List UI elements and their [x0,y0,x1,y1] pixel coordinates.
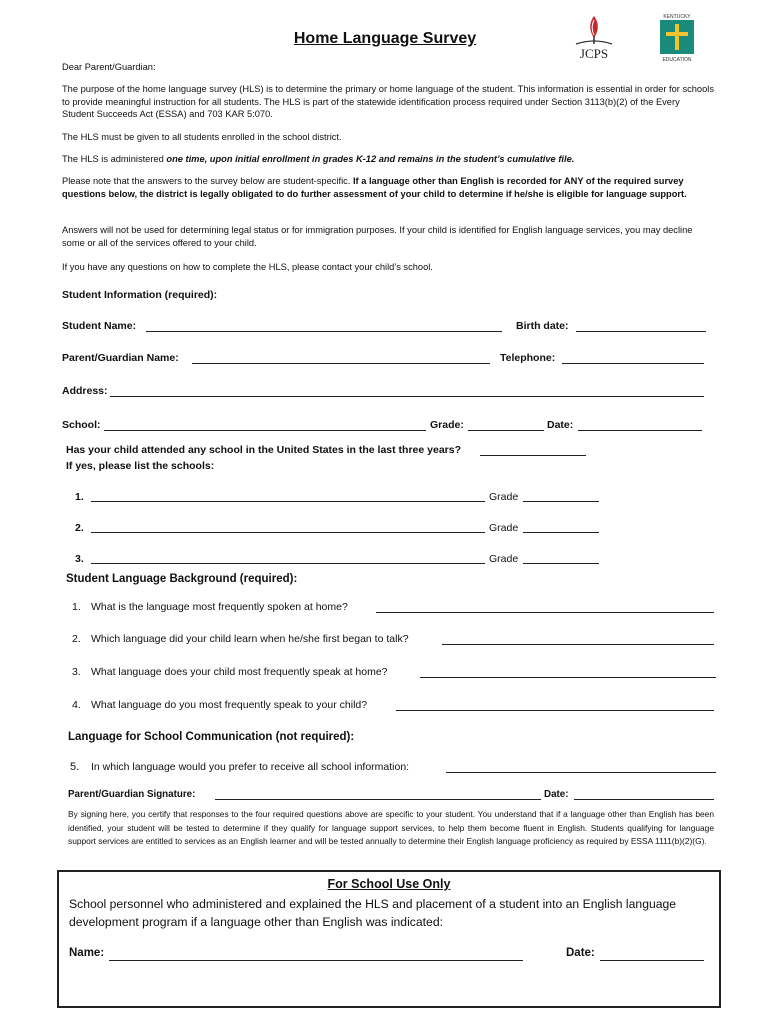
school-row-1-field[interactable] [91,491,485,502]
school-row-3-field[interactable] [91,553,485,564]
list-schools-label: If yes, please list the schools: [66,460,215,472]
salutation: Dear Parent/Guardian: [62,62,156,72]
signature-date-label: Date: [544,789,569,800]
school-row-1-grade-label: Grade [489,491,519,503]
logo-text-top: KENTUCKY [663,14,691,20]
hls-administered-paragraph [62,153,714,166]
para3-emphasis: one time, upon initial enrollment in grades K-12 and remains in the student’s cumulative file. [166,154,575,164]
telephone-field[interactable] [562,353,704,364]
lb-q3-num: 3. [72,666,81,678]
school-field[interactable] [104,420,426,431]
school-row-3-grade-field[interactable] [523,553,599,564]
date-field[interactable] [578,420,702,431]
lb-q4-num: 4. [72,699,81,711]
legal-status-paragraph: Answers will not be used for determining legal status or for immigration purposes. If your child is identified for English language services, you may decline some or all of the services offered to your child. [62,225,693,248]
logo-text-bottom: EDUCATION [662,57,692,62]
certify-paragraph: By signing here, you certify that responses to the four required questions above are specific to your student. You understand that if a language other than English has been identified, your student will be tested to determine if they qualify for language support services, to help them become fluent in English. Students qualifying for language support services are entitled to services as an English learner and will be tested annually to determine their English language proficiency as required by ESSA 1111(b)(2)(G). [68,809,714,847]
lb-q1-field[interactable] [376,602,714,613]
lb-q3-text: What language does your child most frequently speak at home? [91,666,388,678]
telephone-label: Telephone: [500,352,556,364]
sc-q5-field[interactable] [446,762,716,773]
grade-label: Grade: [430,419,464,431]
signature-field[interactable] [215,789,541,800]
lb-q4-text: What language do you most frequently speak to your child? [91,699,368,711]
sc-q5-num: 5. [70,761,80,773]
page-title: Home Language Survey [293,30,477,47]
lb-q1-text: What is the language most frequently spoken at home? [91,601,348,613]
attended-school-question: Has your child attended any school in the United States in the last three years? [66,444,462,456]
school-use-date-field[interactable] [600,948,704,961]
school-row-2-grade-label: Grade [489,522,519,534]
signature-date-field[interactable] [574,789,714,800]
school-use-text: School personnel who administered and explained the HLS and placement of a student into an English language development program if a language other than English was indicated: [69,897,677,929]
date-label: Date: [547,419,574,431]
student-name-label: Student Name: [62,320,137,332]
signature-label: Parent/Guardian Signature: [68,789,196,800]
grade-field[interactable] [468,420,544,431]
school-communication-heading: Language for School Communication (not required): [68,731,355,743]
student-name-field[interactable] [146,321,502,332]
purpose-paragraph: The purpose of the home language survey (HLS) is to determine the primary or home language of the student. This information is essential in order for schools to provide meaningful instruction for all students. The HLS is part of the statewide identification process required under Section 3113(b)(2) of the Every Student Succeeds Act (ESSA) and 703 KAR 5:070. [62,84,714,119]
address-field[interactable] [110,386,704,397]
questions-paragraph: If you have any questions on how to complete the HLS, please contact your child’s school. [62,262,433,272]
school-use-date-label: Date: [566,947,595,959]
lb-q2-text: Which language did your child learn when he/she first began to talk? [91,633,409,645]
para4-prefix: Please note that the answers to the survey below are student-specific. [62,176,353,186]
hls-given-paragraph: The HLS must be given to all students enrolled in the school district. [62,132,342,142]
school-use-heading: For School Use Only [327,877,451,891]
school-label: School: [62,419,101,431]
student-specific-paragraph [62,175,714,200]
school-row-1-grade-field[interactable] [523,491,599,502]
school-row-3-grade-label: Grade [489,553,519,565]
school-row-3-num: 3. [75,553,84,565]
school-row-2-field[interactable] [91,522,485,533]
sc-q5-text: In which language would you prefer to receive all school information: [91,761,410,773]
lb-q4-field[interactable] [396,700,714,711]
attended-school-field[interactable] [480,445,586,456]
school-row-2-num: 2. [75,522,84,534]
lb-q3-field[interactable] [420,667,716,678]
lb-q2-num: 2. [72,633,81,645]
school-row-1-num: 1. [75,491,84,503]
lb-q2-field[interactable] [442,634,714,645]
jcps-logo-text: JCPS [579,46,609,61]
para4-bold: If a language other than English is recorded for ANY of the required survey questions below, the district is legally obligated to do further assessment of your child to determine if he/she is eligible for language support. [62,176,687,199]
language-background-heading: Student Language Background (required): [66,573,298,585]
student-info-heading: Student Information (required): [62,289,218,301]
school-row-2-grade-field[interactable] [523,522,599,533]
parent-name-field[interactable] [192,353,490,364]
birth-date-label: Birth date: [516,320,569,332]
para3-prefix: The HLS is administered [62,154,167,164]
lb-q1-num: 1. [72,601,81,613]
school-use-name-field[interactable] [109,948,523,961]
address-label: Address: [62,385,108,397]
school-use-name-label: Name: [69,947,105,959]
parent-name-label: Parent/Guardian Name: [62,352,179,364]
birth-date-field[interactable] [576,321,706,332]
